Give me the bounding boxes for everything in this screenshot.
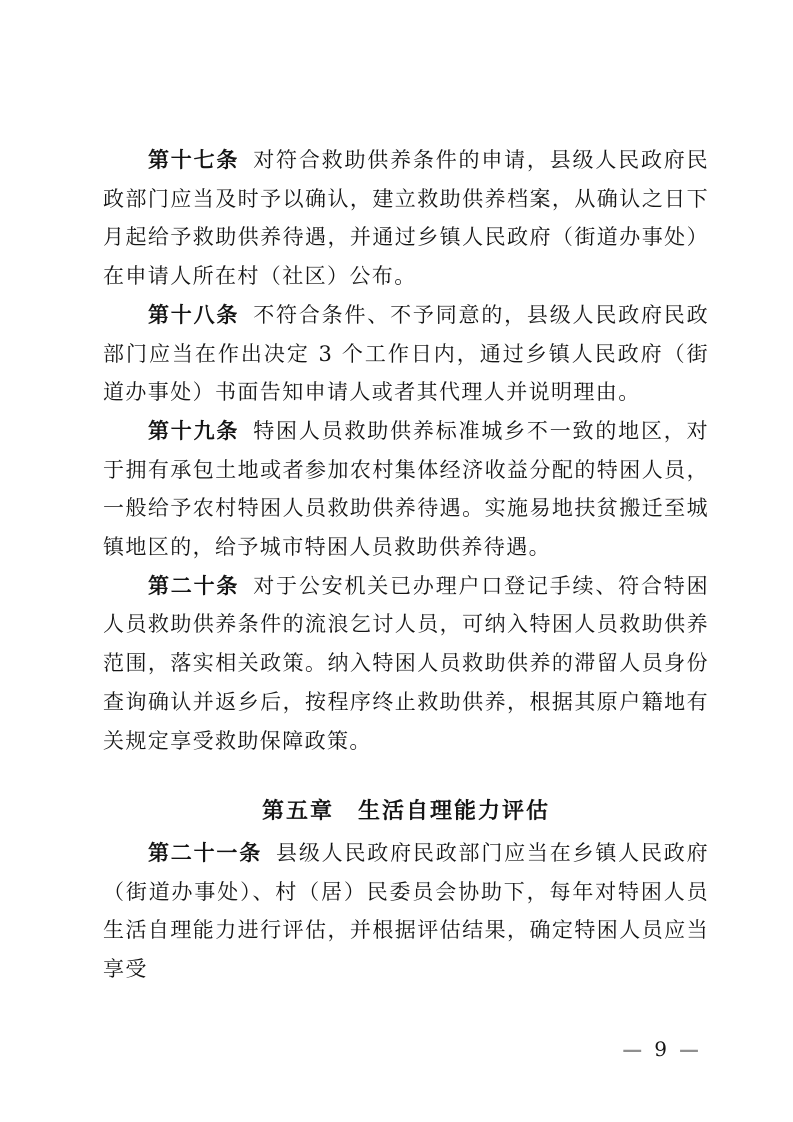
article-18-text: 不符合条件、不予同意的，县级人民政府民政部门应当在作出决定 3 个工作日内，通过乡镇人民政府（街道办事处）书面告知申请人或者其代理人并说明理由。 [103, 302, 709, 405]
article-21-paragraph [103, 834, 709, 989]
article-19-paragraph [103, 412, 709, 567]
footer-page-number: 9 [654, 1037, 667, 1061]
article-20-text: 对于公安机关已办理户口登记手续、符合特困人员救助供养条件的流浪乞讨人员，可纳入特困人员救助供养范围，落实相关政策。纳入特困人员救助供养的滞留人员身份查询确认并返乡后，按程序终止救助供养，根据其原户籍地有关规定享受救助保障政策。 [103, 573, 709, 753]
footer-left-dash: — [622, 1037, 643, 1061]
article-20-number: 第二十条 [148, 573, 240, 598]
chapter-5-heading: 第五章 生活自理能力评估 [261, 799, 550, 825]
footer-right-dash: — [679, 1037, 699, 1061]
article-19-text: 特困人员救助供养标准城乡不一致的地区，对于拥有承包土地或者参加农村集体经济收益分配的特困人员，一般给予农村特困人员救助供养待遇。实施易地扶贫搬迁至城镇地区的，给予城市特困人员救助供养待遇。 [103, 418, 709, 560]
article-20-paragraph [103, 567, 709, 761]
article-18-paragraph [103, 296, 709, 412]
page-footer [622, 1037, 699, 1061]
article-21-text: 县级人民政府民政部门应当在乡镇人民政府（街道办事处）、村（居）民委员会协助下，每年对特困人员生活自理能力进行评估，并根据评估结果，确定特困人员应当享受 [103, 840, 709, 982]
document-body [103, 141, 709, 989]
article-17-text: 对符合救助供养条件的申请，县级人民政府民政部门应当及时予以确认，建立救助供养档案，从确认之日下月起给予救助供养待遇，并通过乡镇人民政府（街道办事处）在申请人所在村（社区）公布。 [103, 148, 709, 289]
article-17-number: 第十七条 [148, 148, 240, 172]
article-17-paragraph [103, 141, 709, 296]
article-18-number: 第十八条 [148, 302, 240, 327]
article-19-number: 第十九条 [148, 418, 240, 443]
article-21-number: 第二十一条 [148, 840, 263, 865]
